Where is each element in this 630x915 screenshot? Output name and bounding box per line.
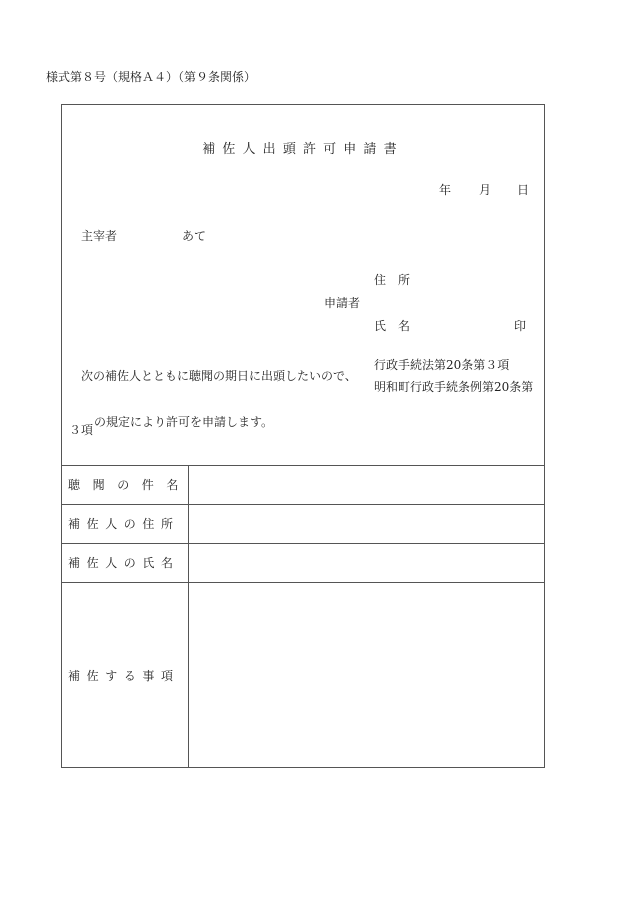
applicant-name-label: 氏 名 (374, 319, 411, 333)
row-label-text: 補佐する事項 (68, 669, 180, 683)
assistance-matters-field[interactable] (192, 583, 542, 765)
row-label-text: 聴聞の件名 (68, 478, 192, 492)
hearing-subject-field[interactable] (192, 466, 542, 503)
assistant-name-field[interactable] (192, 544, 542, 581)
law-option-2: 明和町行政手続条例第20条第 (374, 380, 534, 394)
form-number-header: 様式第８号（規格Ａ４）（第９条関係） (46, 70, 257, 84)
date-month-label: 月 (479, 183, 492, 197)
statement-line-2: の規定により許可を申請します。 (94, 415, 274, 429)
date-year-label: 年 (439, 183, 452, 197)
assistant-address-field[interactable] (192, 505, 542, 542)
statement-line-2-prefix: ３項 (69, 423, 94, 437)
applicant-address-label: 住 所 (374, 273, 411, 287)
application-form (61, 104, 545, 768)
row-label-hearing-subject (68, 476, 192, 493)
row-label-text: 補佐人の住所 (68, 517, 180, 531)
row-label-assistant-name (68, 554, 184, 571)
addressee-suffix: あて (182, 229, 207, 243)
statement-line-1: 次の補佐人とともに聴聞の期日に出頭したいので、 (81, 369, 357, 383)
seal-mark: 印 (514, 319, 527, 333)
row-label-assistant-address (68, 515, 184, 532)
column-divider (188, 465, 189, 767)
date-day-label: 日 (517, 183, 530, 197)
form-title: 補佐人出頭許可申請書 (202, 142, 404, 157)
addressee-label: 主宰者 (81, 229, 118, 243)
row-label-text: 補佐人の氏名 (68, 556, 180, 570)
row-label-assistance-matters (68, 667, 184, 684)
applicant-label: 申請者 (324, 296, 361, 310)
law-option-1: 行政手続法第20条第３項 (374, 358, 510, 372)
